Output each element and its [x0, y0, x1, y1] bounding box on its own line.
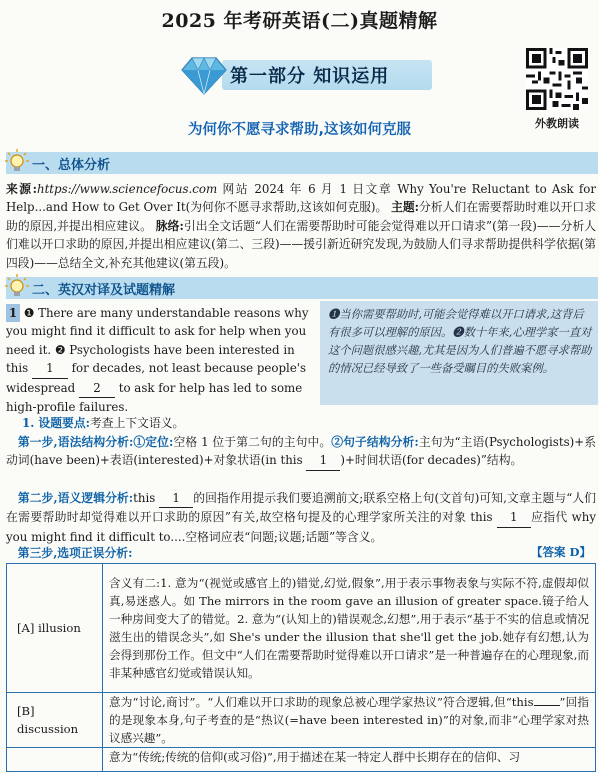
option-c-text: 意为“传统;传统的信仰(或习俗)”,用于描述在某一特定人群中长期存在的信仰、习 — [103, 748, 596, 772]
q1-heading: 1. 设题要点: — [22, 416, 90, 430]
qr-label: 外教朗读 — [535, 117, 579, 130]
option-row — [7, 748, 596, 772]
option-b-label: [B] discussion — [7, 693, 103, 748]
step1-structure-label: ②句子结构分析: — [331, 435, 419, 449]
context-label: 脉络: — [155, 218, 184, 233]
source-english: Why You're Reluctant to Ask for Help...and How to Get Over It — [6, 182, 597, 215]
step1-paragraph — [6, 433, 596, 471]
source-chinese: (为何你不愿寻求帮助,这该如何克服)。 — [185, 200, 388, 215]
blank-2[interactable]: 2 — [79, 379, 115, 398]
sentence-2a: ❷ Psychologists have been interested in this — [6, 342, 295, 376]
option-a-label: [A] illusion — [7, 564, 103, 693]
context-text: 引出全文话题“人们在需要帮助时可能会觉得难以开口请求”(第一段)——分析人们难以开口求助的原因,并提出相应建议(第二、三段)——援引新近研究发现,为鼓励人们寻求帮助提供科学依据(第四段)——总结全文,补充其他建议(第五段)。 — [6, 218, 596, 270]
step1-structure-text-a: 主句为“主语(Psychologists)+系动词(have been)+表语(interested)+对象状语(in this — [6, 435, 597, 468]
options-table — [6, 563, 596, 772]
option-c-label — [7, 748, 103, 772]
option-row — [7, 564, 596, 693]
sentence-2b: for decades, not least because people's widespread — [6, 361, 307, 395]
step2-paragraph — [6, 489, 596, 546]
step3-paragraph — [6, 544, 406, 562]
option-b-text-a: 意为“讨论,商讨”。“人们难以开口求助的现象总被心理学家热议”符合逻辑,但“this — [109, 695, 534, 709]
sentence-2c: to ask for help has led to some high-profile failures. — [6, 380, 303, 415]
source-pre: 网站 2024 年 6 月 1 日文章 — [222, 182, 393, 196]
step2-text-a: this — [133, 491, 156, 505]
step1-structure-text-b: )+时间状语(for decades)”结构。 — [340, 453, 523, 468]
step2-text-b: 的回指作用提示我们要追溯前文;联系空格上句(文首句)可知,文章主题与“人们在需要帮助时却觉得难以开口求助的原因”有关,故空格句提及的心理学家所关注的对象 this — [6, 491, 597, 525]
option-b-cell — [103, 693, 596, 748]
option-row — [7, 693, 596, 748]
step1-label: 第一步,语法结构分析: — [17, 435, 134, 449]
step2-blank-2: 1 — [497, 508, 531, 527]
blank-1[interactable]: 1 — [32, 359, 68, 378]
section-heading: 第一部分 知识运用 — [230, 66, 390, 87]
theme-text: 分析人们在需要帮助时难以开口求助的原因,并提出相应建议。 — [6, 200, 596, 233]
diamond-icon — [178, 54, 230, 96]
step1-blank: 1 — [306, 451, 340, 470]
lightbulb-icon — [4, 149, 30, 173]
option-b-gap — [534, 705, 560, 706]
step1-locate-text: 空格 1 位于第二句的主句中。 — [173, 435, 332, 449]
source-url[interactable]: https://www.sciencefocus.com — [36, 182, 218, 196]
step2-label: 第二步,语义逻辑分析: — [17, 491, 134, 505]
english-passage — [6, 304, 312, 416]
step3-label: 第三步,选项正误分析: — [17, 546, 133, 560]
q1-text: 考查上下文语义。 — [89, 416, 185, 430]
option-a-text: 含义有二:1. 意为“(视觉或感官上的)错觉,幻觉,假象”,用于表示事物表象与实际不符,虚假却似真,易迷惑人。如 The mirrors in the room gave an illusion of greater space.镜子给人一种房间变大了的错觉。2. 意为“(认知上的)错误观念,幻想”,用于表示“基于不实的信息或情况滋生出的错误念头”,如 She's under the illusion that she'll get the job.她存有幻想,认为会得到那份工作。但文中“人们在需要帮助时觉得难以开口请求”是一种普遍存在的心理现象,而非某种感官幻觉或错误认知。 — [103, 564, 596, 693]
translation-text: ❶当你需要帮助时,可能会觉得难以开口请求,这背后有很多可以理解的原因。❷数十年来,心理学家一直对这个问题很感兴趣,尤其是因为人们普遍不愿寻求帮助的情况已经导致了一些备受瞩目的失败案例。 — [328, 308, 592, 375]
passage-title: 为何你不愿寻求帮助,这该如何克服 — [187, 122, 411, 138]
q1-point — [22, 414, 596, 432]
step2-text-c: 应指代 why you might find it difficult to....空格词应表“问题;议题;话题”等含义。 — [6, 510, 597, 544]
lightbulb-icon — [4, 274, 30, 298]
source-label: 来源: — [6, 182, 37, 196]
qr-code-icon[interactable] — [526, 48, 588, 110]
option-b-text-b: ”回指的是现象本身,句子考查的是“热议(=have been interested in)”的对象,而非“心理学家对热议感兴趣”。 — [109, 695, 589, 745]
section2-heading: 二、英汉对译及试题精解 — [32, 283, 176, 298]
sentence-1: ❶ There are many understandable reasons why you might find it difficult to ask for help when you need it. — [6, 306, 309, 357]
overview-paragraph — [6, 180, 596, 272]
step1-locate-label: ①定位: — [133, 435, 174, 449]
section1-heading: 一、总体分析 — [32, 158, 111, 173]
theme-label: 主题: — [391, 200, 420, 215]
answer-label: 【答案 D】 — [531, 545, 591, 559]
paragraph-number: 1 — [6, 304, 20, 322]
book-title: 2025 年考研英语(二)真题精解 — [161, 10, 438, 32]
step2-blank: 1 — [159, 489, 193, 508]
